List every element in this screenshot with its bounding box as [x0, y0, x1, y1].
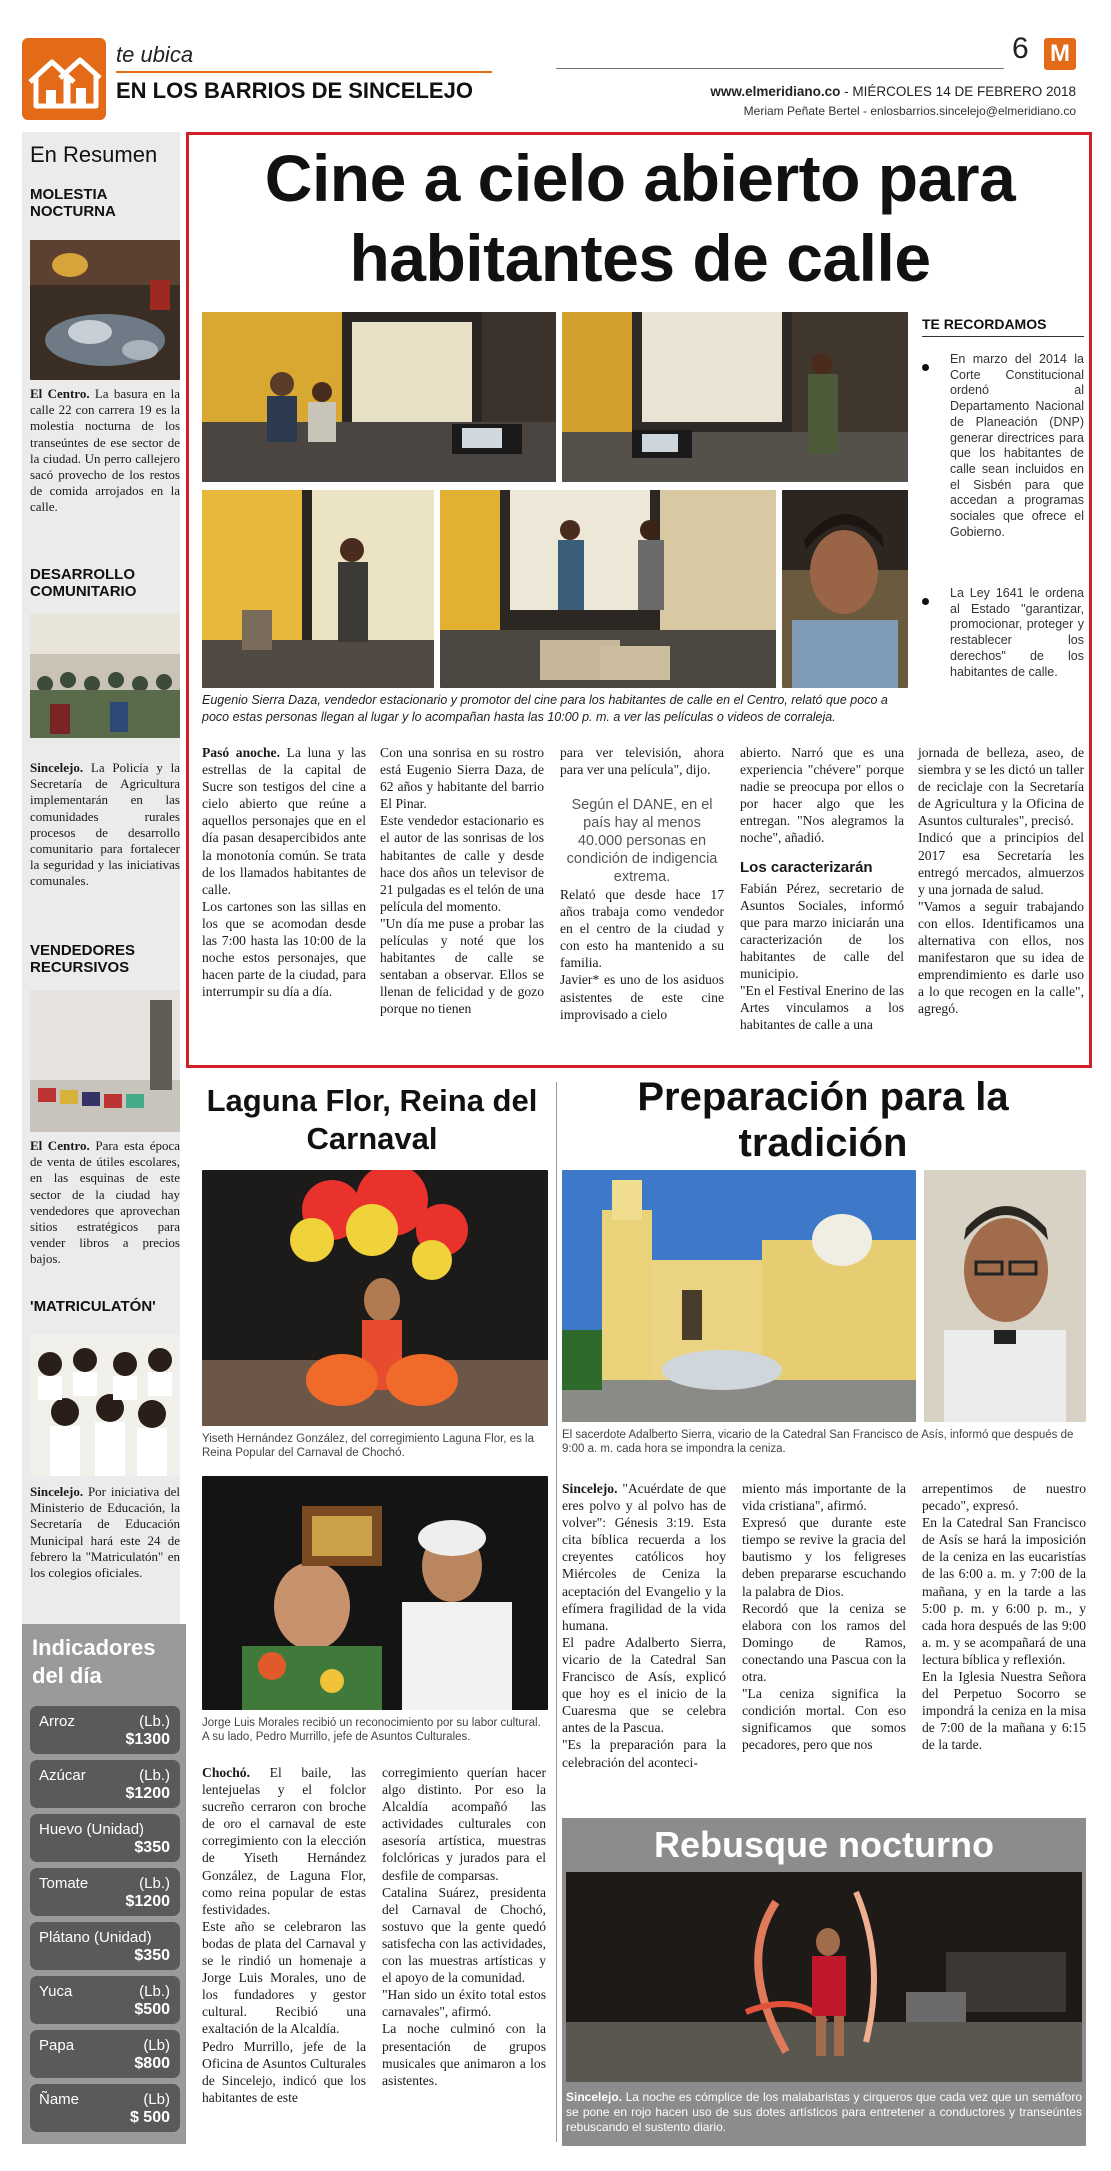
pull-quote: Según el DANE, en el país hay al menos 40.000 personas en condición de indigencia extrema.: [566, 797, 718, 885]
tradicion-headline: Preparación para la tradición: [637, 1075, 1009, 1165]
reminder-title: TE RECORDAMOS: [922, 316, 1047, 332]
tradicion-col-1: Sincelejo. "Acuérdate de que eres polvo y al polvo has de volver": Génesis 3:19. Esta cita bíblica recuerda a los creyentes católicos hoy Miércoles de Ceniza la aceptación del Evangelio y la efímera fragilidad de la vida humana. El padre Adalberto Sierra, vicario de la Catedral San Francisco de Asís, explicó que hoy es el inicio de la Cuaresma que se celebra antes de la Pascua. "Es la preparación para la celebración del aconteci-: [562, 1481, 727, 1770]
date: - MIÉRCOLES 14 DE FEBRERO 2018: [840, 84, 1076, 99]
section-logo: [22, 38, 106, 120]
indicator-row: Papa (Lb) $800: [30, 2030, 180, 2078]
houses-icon: [22, 38, 106, 120]
main-col-2: Con una sonrisa en su rostro está Eugenio Sierra Daza, de 62 años y habitante del barrio El Pinar. Este vendedor estacionario es el autor de las sonrisas de los habitantes de calle y desde hace dos años un televisor de 21 pulgadas es el telón de una película del momento. "Un día me puse a probar las películas y noté que los habitantes de calle se sentaban a observar. Ellos se llenan de felicidad y de gozo porque no tienen: [380, 745, 544, 1017]
site-link[interactable]: www.elmeridiano.co: [710, 84, 841, 99]
sidebar-item-title: 'MATRICULATÓN': [30, 1298, 156, 1315]
main-headline: Cine a cielo abierto para habitantes de calle: [264, 141, 1016, 295]
rebusque-title: Rebusque nocturno: [654, 1824, 994, 1865]
header-rule: [116, 71, 492, 73]
photo-cine-4: [440, 490, 776, 688]
sidebar-item-title: VENDEDORES RECURSIVOS: [30, 942, 136, 976]
indicator-row: Plátano (Unidad) $350: [30, 1922, 180, 1970]
photo-eugenio: [782, 490, 908, 688]
sidebar-item-text: El Centro. La basura en la calle 22 con carrera 19 es la molestia nocturna de los transeúntes de ese sector de la ciudad. Un perro callejero sacó provecho de los restos de comida arrojados en la calle.: [30, 386, 180, 515]
photo-cine-2: [562, 312, 908, 482]
laguna-col-1: Chochó. El baile, las lentejuelas y el folclor sucreño cerraron con broche de oro el carnaval de este corregimiento con la elección de Yiseth Hernández González, de Laguna Flor, como reina popular de estas festividades. Este año se celebraron las bodas de plata del Carnaval y se le rindió un homenaje a Jorge Luis Morales, uno de los fundadores y gestor cultural. Recibió una exaltación de la Alcaldía. Pedro Murrillo, jefe de la Oficina de Asuntos Culturales de Sincelejo, indicó que los habitantes de este: [202, 1765, 367, 2105]
main-col-1: Pasó anoche. La luna y las estrellas de la capital de Sucre son testigos del cine a cielo abierto que reúne a aquellos personajes que en el día pasan desapercibidos ante la monotonía común. Se trata de los llamados habitantes de calle. Los cartones son las sillas en los que se acomodan desde las 7:00 hasta las 10:00 de la noche estos personajes, que hacen parte de la ciudad, para interrumpir su día a día.: [202, 745, 367, 1000]
bullet-icon: [922, 598, 929, 605]
reminder-item: La Ley 1641 le ordena al Estado "garantizar, promocionar, proteger y restablecer los derechos" de los habitantes de calle.: [950, 586, 1084, 679]
header-dateline: [560, 84, 1076, 99]
column-divider: [556, 1082, 557, 2142]
photo-libros: [30, 990, 180, 1132]
reminder-item: En marzo del 2014 la Corte Constitucional ordenó al Departamento Nacional de Planeación (DNP) generar directrices para que los habitantes de calle sean incluidos en el Sisbén para que accedan a programas sociales que ofrece el Gobierno.: [950, 352, 1084, 539]
sidebar-item-title: MOLESTIA NOCTURNA: [30, 186, 116, 220]
laguna-caption-1: Yiseth Hernández González, del corregimiento Laguna Flor, es la Reina Popular del Carnaval de Chochó.: [202, 1433, 534, 1459]
bullet-icon: [922, 364, 929, 371]
indicator-row: Azúcar (Lb.) $1200: [30, 1760, 180, 1808]
rebusque-caption: Sincelejo. La noche es cómplice de los malabaristas y cirqueros que cada vez que un semáforo se pone en rojo hacen uso de sus dotes artísticos para entretener a conductores y transeúntes rebuscando el sustento diario.: [566, 2090, 1082, 2134]
brand-logo: M: [1044, 38, 1076, 70]
indicator-row: Ñame (Lb) $ 500: [30, 2084, 180, 2132]
indicator-row: Arroz (Lb.) $1300: [30, 1706, 180, 1754]
tradicion-col-3: arrepentimos de nuestro pecado", expresó. En la Catedral San Francisco de Asís se hará la imposición de la ceniza en las eucaristías de las 6:00 a. m. y 7:00 de la mañana, y en la tarde a las 5:00 p. m. y 6:00 p. m., y cada hora después de las 9:00 a. m. y se acompañará de una lectura bíblica y reflexión. En la Iglesia Nuestra Señora del Perpetuo Socorro se impondrá la ceniza en la misa de 7:00 de la mañana y 6:15 de la tarde.: [922, 1481, 1086, 1753]
photo-malabarista: [566, 1872, 1082, 2082]
photo-reina: [202, 1170, 548, 1426]
reminder-rule: [922, 336, 1084, 337]
main-photo-caption: Eugenio Sierra Daza, vendedor estacionario y promotor del cine para los habitantes de calle en el Centro, relató que poco a poco estas personas llegan al lugar y lo acompañan hasta las 10:00 p. m. a ver las películas o videos de corraleja.: [202, 693, 888, 724]
sidebar-item-title: DESARROLLO COMUNITARIO: [30, 566, 137, 600]
sidebar-item-text: El Centro. Para esta época de venta de útiles escolares, en las esquinas de este sector de la ciudad hay vendedores que aprovechan sitios estratégicos para vender libros a precios bajos.: [30, 1138, 181, 1267]
photo-sacerdote: [924, 1170, 1086, 1422]
indicator-row: Yuca (Lb.) $500: [30, 1976, 180, 2024]
main-col-5: jornada de belleza, aseo, de siembra y se les dictó un taller de reciclaje con la Secretaría de Agricultura y la Oficina de Asuntos culturales", precisó. Indicó que a principios del 2017 esa Secretaría les entregó mercados, almuerzos y una jornada de salud. "Vamos a seguir trabajando con ellos. Identificamos una alternativa con ellos, nos manifestaron que su idea de emprendimiento es darle uso a lo que recogen en la calle", agregó.: [918, 745, 1084, 1017]
photo-basura: [30, 240, 180, 380]
photo-cine-1: [202, 312, 556, 482]
section-big: EN LOS BARRIOS DE SINCELEJO: [116, 78, 473, 103]
photo-catedral: [562, 1170, 916, 1422]
section-small: te ubica: [116, 42, 194, 67]
indicator-row: Tomate (Lb.) $1200: [30, 1868, 180, 1916]
main-col-4: abierto. Narró que es una experiencia "chévere" porque nadie se preocupa por ellos o por hacer algo que les entregan. "Nos alegramos la noche", añadió. Los caracterizarán Fabián Pérez, secretario de Asuntos Sociales, informó que para marzo iniciarán una caracterización de los habitantes de calle del municipio. "En el Festival Enerino de las Artes vinculamos a los habitantes de calle a una: [740, 745, 904, 1033]
byline: Meriam Peñate Bertel - enlosbarrios.sincelejo@elmeridiano.co: [743, 104, 1076, 118]
sidebar-title: En Resumen: [30, 142, 158, 167]
laguna-caption-2: Jorge Luis Morales recibió un reconocimiento por su labor cultural. A su lado, Pedro Murrillo, jefe de Asuntos Culturales.: [202, 1717, 541, 1743]
tradicion-caption: El sacerdote Adalberto Sierra, vicario de la Catedral San Francisco de Asís, informó que después de 9:00 a. m. cada hora se impondra la ceniza.: [562, 1429, 1074, 1455]
laguna-headline: Laguna Flor, Reina del Carnaval: [206, 1083, 538, 1156]
main-col-3b: Relató que desde hace 17 años trabaja como vendedor en el centro de la ciudad y con esto ha mantenido a su familia. Javier* es uno de los asiduos asistentes de este cine improvisado a cielo: [560, 887, 724, 1022]
photo-reunion: [30, 614, 180, 738]
tradicion-col-2: miento más importante de la vida cristiana", afirmó. Expresó que durante este tiempo se revive la gracia del bautismo y los feligreses deben prepararse escuchando la palabra de Dios. Recordó que la ceniza se elabora con los ramos del Domingo de Ramos, conectando una Pascua con la otra. "La ceniza significa la condición mortal. Con eso significamos que somos pecadores, pero que nos: [742, 1481, 906, 1753]
photo-estudiantes: [30, 1334, 180, 1476]
photo-reconocimiento: [202, 1476, 548, 1710]
indicators-title: Indicadores del día: [32, 1635, 156, 1688]
laguna-col-2: corregimiento querían hacer algo distinto. Por eso la Alcaldía acompañó las actividades culturales con asesoría artística, muestras folclóricas y jurados para el desfile de comparsas. Catalina Suárez, presidenta del Carnaval de Chochó, sostuvo que la gente quedó satisfecha con las actividades, con las muestras artísticas y el apoyo de la comunidad. "Han sido un éxito total estos carnavales", afirmó. La noche culminó con la presentación de grupos musicales que animaron a los asistentes.: [382, 1765, 546, 2088]
main-col-3: para ver televisión, ahora para ver una película", dijo.: [560, 745, 724, 778]
indicator-row: Huevo (Unidad) $350: [30, 1814, 180, 1862]
sidebar-item-text: Sincelejo. Por iniciativa del Ministerio de Educación, la Secretaría de Educación Municipal hará este 24 de febrero la "Matriculatón" en los colegios oficiales.: [30, 1484, 181, 1581]
photo-cine-3: [202, 490, 434, 688]
sidebar-item-text: Sincelejo. La Policía y la Secretaría de Agricultura implementarán en las comunidades rurales procesos de desarrollo comunitario para fortalecer la seguridad y las iniciativas comunales.: [30, 760, 181, 889]
header-top-rule: [556, 68, 1004, 69]
page-number: 6: [1012, 32, 1029, 65]
